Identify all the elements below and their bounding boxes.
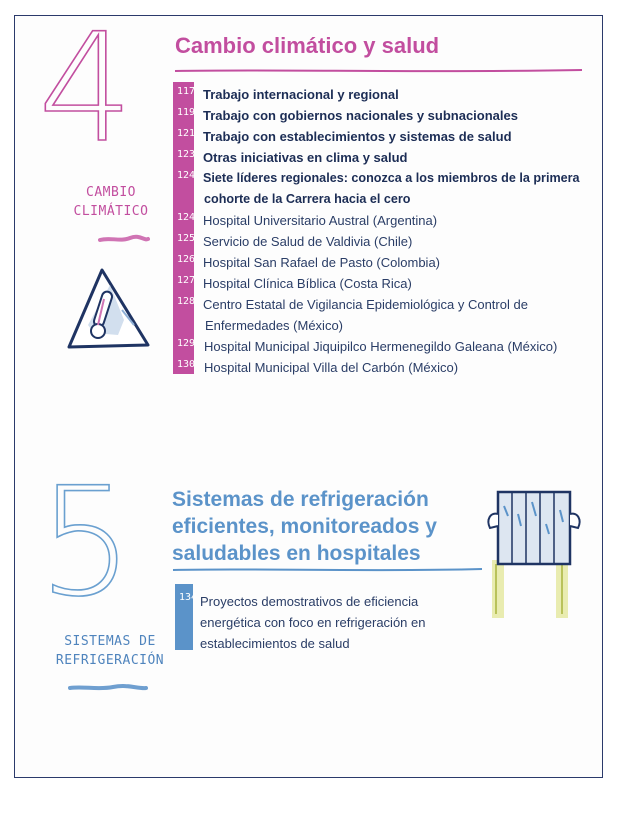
section-5-title-line1: Sistemas de refrigeración <box>172 488 429 511</box>
toc-entry-international[interactable]: Trabajo internacional y regional <box>203 87 399 102</box>
toc-entry-biblica[interactable]: Hospital Clínica Bíblica (Costa Rica) <box>203 276 412 291</box>
toc-entry-line2: energética con foco en refrigeración en <box>200 615 426 630</box>
toc-entry-line3: establecimientos de salud <box>200 636 350 651</box>
pink-underline <box>174 67 584 75</box>
toc-entry-villa-carbon[interactable]: Hospital Municipal Villa del Carbón (México) <box>204 360 459 375</box>
section-4-title: Cambio climático y salud <box>175 33 440 58</box>
blue-brush-stroke <box>68 683 148 693</box>
section-5-number: 5 <box>38 456 134 630</box>
page-number: 123 <box>177 149 196 160</box>
page-number: 134 <box>179 592 198 603</box>
toc-entry-valdivia[interactable]: Servicio de Salud de Valdivia (Chile) <box>203 234 413 249</box>
section-5-label-line2: REFRIGERACIÓN <box>55 653 165 668</box>
toc-entry-seven-leaders-cont[interactable]: cohorte de la Carrera hacia el cero <box>204 192 411 206</box>
section-4-label-line2: CLIMÁTICO <box>73 204 149 219</box>
section-5-title <box>172 486 472 567</box>
page-number: 125 <box>177 233 196 244</box>
page-number: 129 <box>177 338 196 349</box>
toc-entry-line1: Proyectos demostrativos de eficiencia <box>200 594 419 609</box>
page-number: 117 <box>177 86 196 97</box>
page-number: 126 <box>177 254 196 265</box>
toc-entry-refrigeration-projects[interactable] <box>200 591 480 654</box>
toc-entry-austral[interactable]: Hospital Universitario Austral (Argentina) <box>203 213 438 228</box>
toc-entry-vigilancia-cont[interactable]: Enfermedades (México) <box>205 318 343 333</box>
section-5-title-line3: saludables en hospitales <box>172 542 421 565</box>
page-number: 124 <box>177 170 196 181</box>
toc-entry-other-initiatives[interactable]: Otras iniciativas en clima y salud <box>203 150 408 165</box>
page-number: 128 <box>177 296 196 307</box>
page-number: 119 <box>177 107 196 118</box>
section-4-number: 4 <box>38 2 134 176</box>
toc-entry-pasto[interactable]: Hospital San Rafael de Pasto (Colombia) <box>203 255 441 270</box>
thermometer-warning-icon <box>64 265 152 353</box>
page-number: 121 <box>177 128 196 139</box>
section-5-label-line1: SISTEMAS DE <box>64 634 156 649</box>
toc-entry-governments[interactable]: Trabajo con gobiernos nacionales y subnacionales <box>203 108 518 123</box>
section-4-page-bar <box>173 82 194 374</box>
page-number: 124 <box>177 212 196 223</box>
toc-entry-jiquipilco[interactable]: Hospital Municipal Jiquipilco Hermenegildo Galeana (México) <box>204 339 558 354</box>
section-4-label <box>56 183 166 221</box>
section-5-title-line2: eficientes, monitoreados y <box>172 515 437 538</box>
section-4-label-line1: CAMBIO <box>86 185 136 200</box>
toc-entry-establishments[interactable]: Trabajo con establecimientos y sistemas de salud <box>203 129 512 144</box>
section-5-label <box>40 632 180 670</box>
page-number: 130 <box>177 359 196 370</box>
page-number: 127 <box>177 275 196 286</box>
toc-entry-vigilancia[interactable]: Centro Estatal de Vigilancia Epidemiológica y Control de <box>203 297 528 312</box>
toc-entry-seven-leaders[interactable]: Siete líderes regionales: conozca a los miembros de la primera <box>203 171 580 185</box>
solar-panel-icon <box>478 484 588 620</box>
blue-underline <box>172 566 484 574</box>
pink-brush-stroke <box>98 234 150 244</box>
